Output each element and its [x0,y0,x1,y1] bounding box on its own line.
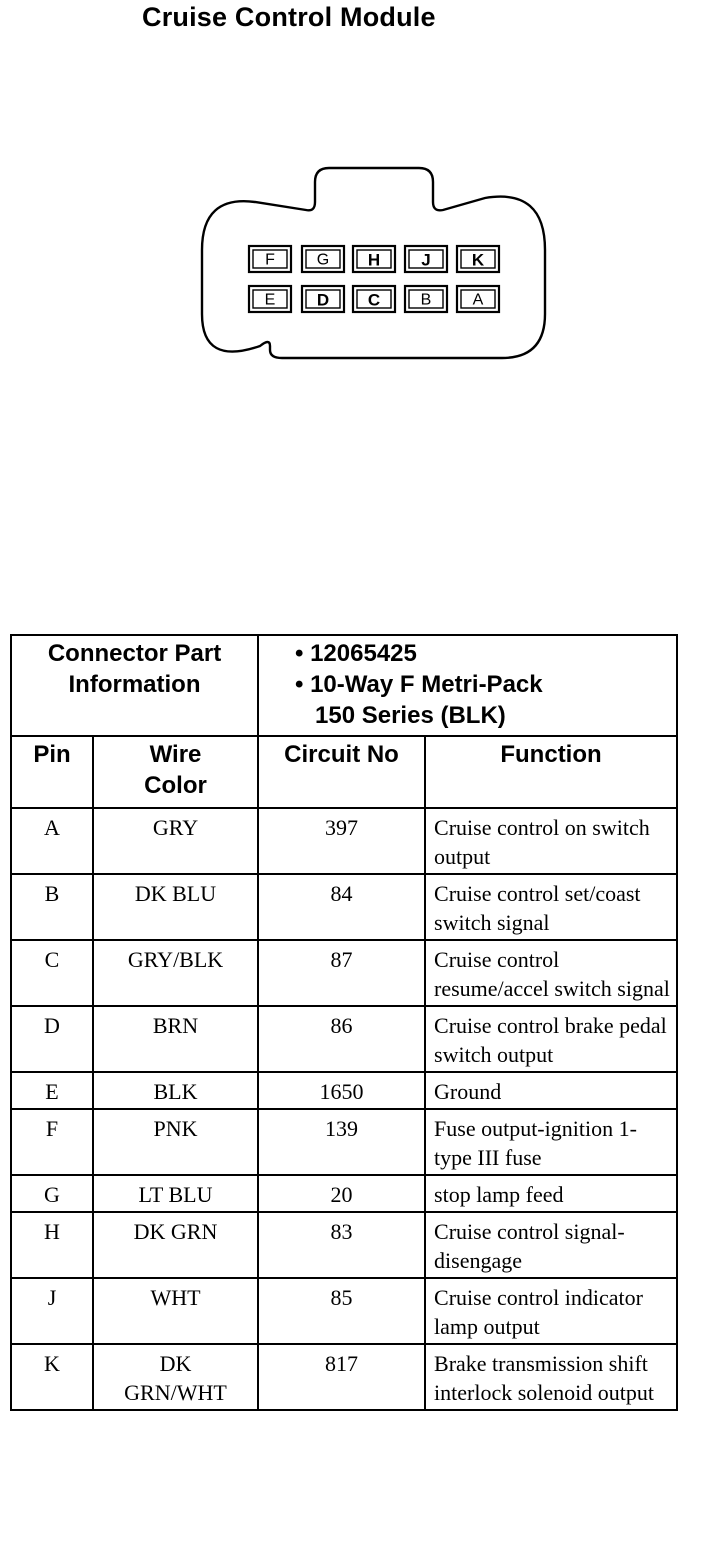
pin-label: B [420,291,432,309]
pin-cavity-j [405,246,447,272]
function-cell: Cruise control set/coast switch signal [425,874,677,940]
pin-cell: A [11,808,93,874]
pin-label: K [471,250,485,270]
function-cell: Cruise control on switch output [425,808,677,874]
connector-series: 150 Series (BLK) [315,702,506,729]
pin-cavity-a [457,286,499,312]
table-row [11,1212,677,1278]
table-row [11,1109,677,1175]
table-row [11,1278,677,1344]
wire-color-cell: BLK [93,1072,258,1109]
pin-label: C [367,290,381,310]
pin-cell: F [11,1109,93,1175]
function-cell: Cruise control signal-disengage [425,1212,677,1278]
pin-cavity-f [249,246,291,272]
pin-cell: G [11,1175,93,1212]
pin-label: G [316,251,330,269]
pin-cell: H [11,1212,93,1278]
wire-color-cell: WHT [93,1278,258,1344]
pin-cavity-h [353,246,395,272]
pin-cavity-g [302,246,344,272]
wire-color-cell: BRN [93,1006,258,1072]
pin-cavity-d [302,286,344,312]
pin-label: H [367,250,381,270]
function-cell: Brake transmission shift interlock solenoid output [425,1344,677,1410]
circuit-no-cell: 84 [258,874,425,940]
pin-cavity-b [405,286,447,312]
circuit-no-cell: 85 [258,1278,425,1344]
part-info-label: Connector Part Information [11,635,258,736]
table-row [11,1344,677,1410]
circuit-no-cell: 1650 [258,1072,425,1109]
table-row [11,874,677,940]
diagram-title: Cruise Control Module [142,2,436,32]
wire-color-cell: GRY [93,808,258,874]
connector-face-diagram [0,0,704,600]
function-cell: Ground [425,1072,677,1109]
wire-color-cell: GRY/BLK [93,940,258,1006]
pin-cell: D [11,1006,93,1072]
header-wire-color: Wire Color [93,736,258,808]
circuit-no-cell: 86 [258,1006,425,1072]
pin-label: F [265,251,275,269]
pin-label: A [472,291,484,309]
column-header-row [11,736,677,808]
part-info-row [11,635,677,736]
function-cell: Cruise control brake pedal switch output [425,1006,677,1072]
circuit-no-cell: 817 [258,1344,425,1410]
pin-cell: B [11,874,93,940]
circuit-no-cell: 139 [258,1109,425,1175]
function-cell: Cruise control indicator lamp output [425,1278,677,1344]
table-row [11,1175,677,1212]
connector-type: • 10-Way F Metri-Pack [295,671,543,698]
table-row [11,808,677,874]
function-cell: Cruise control resume/accel switch signal [425,940,677,1006]
circuit-no-cell: 20 [258,1175,425,1212]
header-pin: Pin [11,736,93,808]
wire-color-cell: DK BLU [93,874,258,940]
pin-cavity-c [353,286,395,312]
pin-cavity-k [457,246,499,272]
part-info-list [258,635,677,736]
wire-color-cell: PNK [93,1109,258,1175]
table-row [11,1072,677,1109]
pin-label: J [421,250,431,270]
wire-color-cell: DK GRN/WHT [93,1344,258,1410]
circuit-no-cell: 83 [258,1212,425,1278]
connector-pinout-table [10,634,678,1411]
pin-cavity-e [249,286,291,312]
wire-color-cell: DK GRN [93,1212,258,1278]
function-cell: stop lamp feed [425,1175,677,1212]
pin-cell: J [11,1278,93,1344]
circuit-no-cell: 87 [258,940,425,1006]
pin-cell: E [11,1072,93,1109]
pin-label: D [316,290,330,310]
header-function: Function [425,736,677,808]
function-cell: Fuse output-ignition 1-type III fuse [425,1109,677,1175]
header-circuit-no: Circuit No [258,736,425,808]
table-row [11,940,677,1006]
table-row [11,1006,677,1072]
pin-label: E [264,291,276,309]
pin-cell: K [11,1344,93,1410]
wire-color-cell: LT BLU [93,1175,258,1212]
circuit-no-cell: 397 [258,808,425,874]
pin-cell: C [11,940,93,1006]
part-number: • 12065425 [295,640,417,667]
